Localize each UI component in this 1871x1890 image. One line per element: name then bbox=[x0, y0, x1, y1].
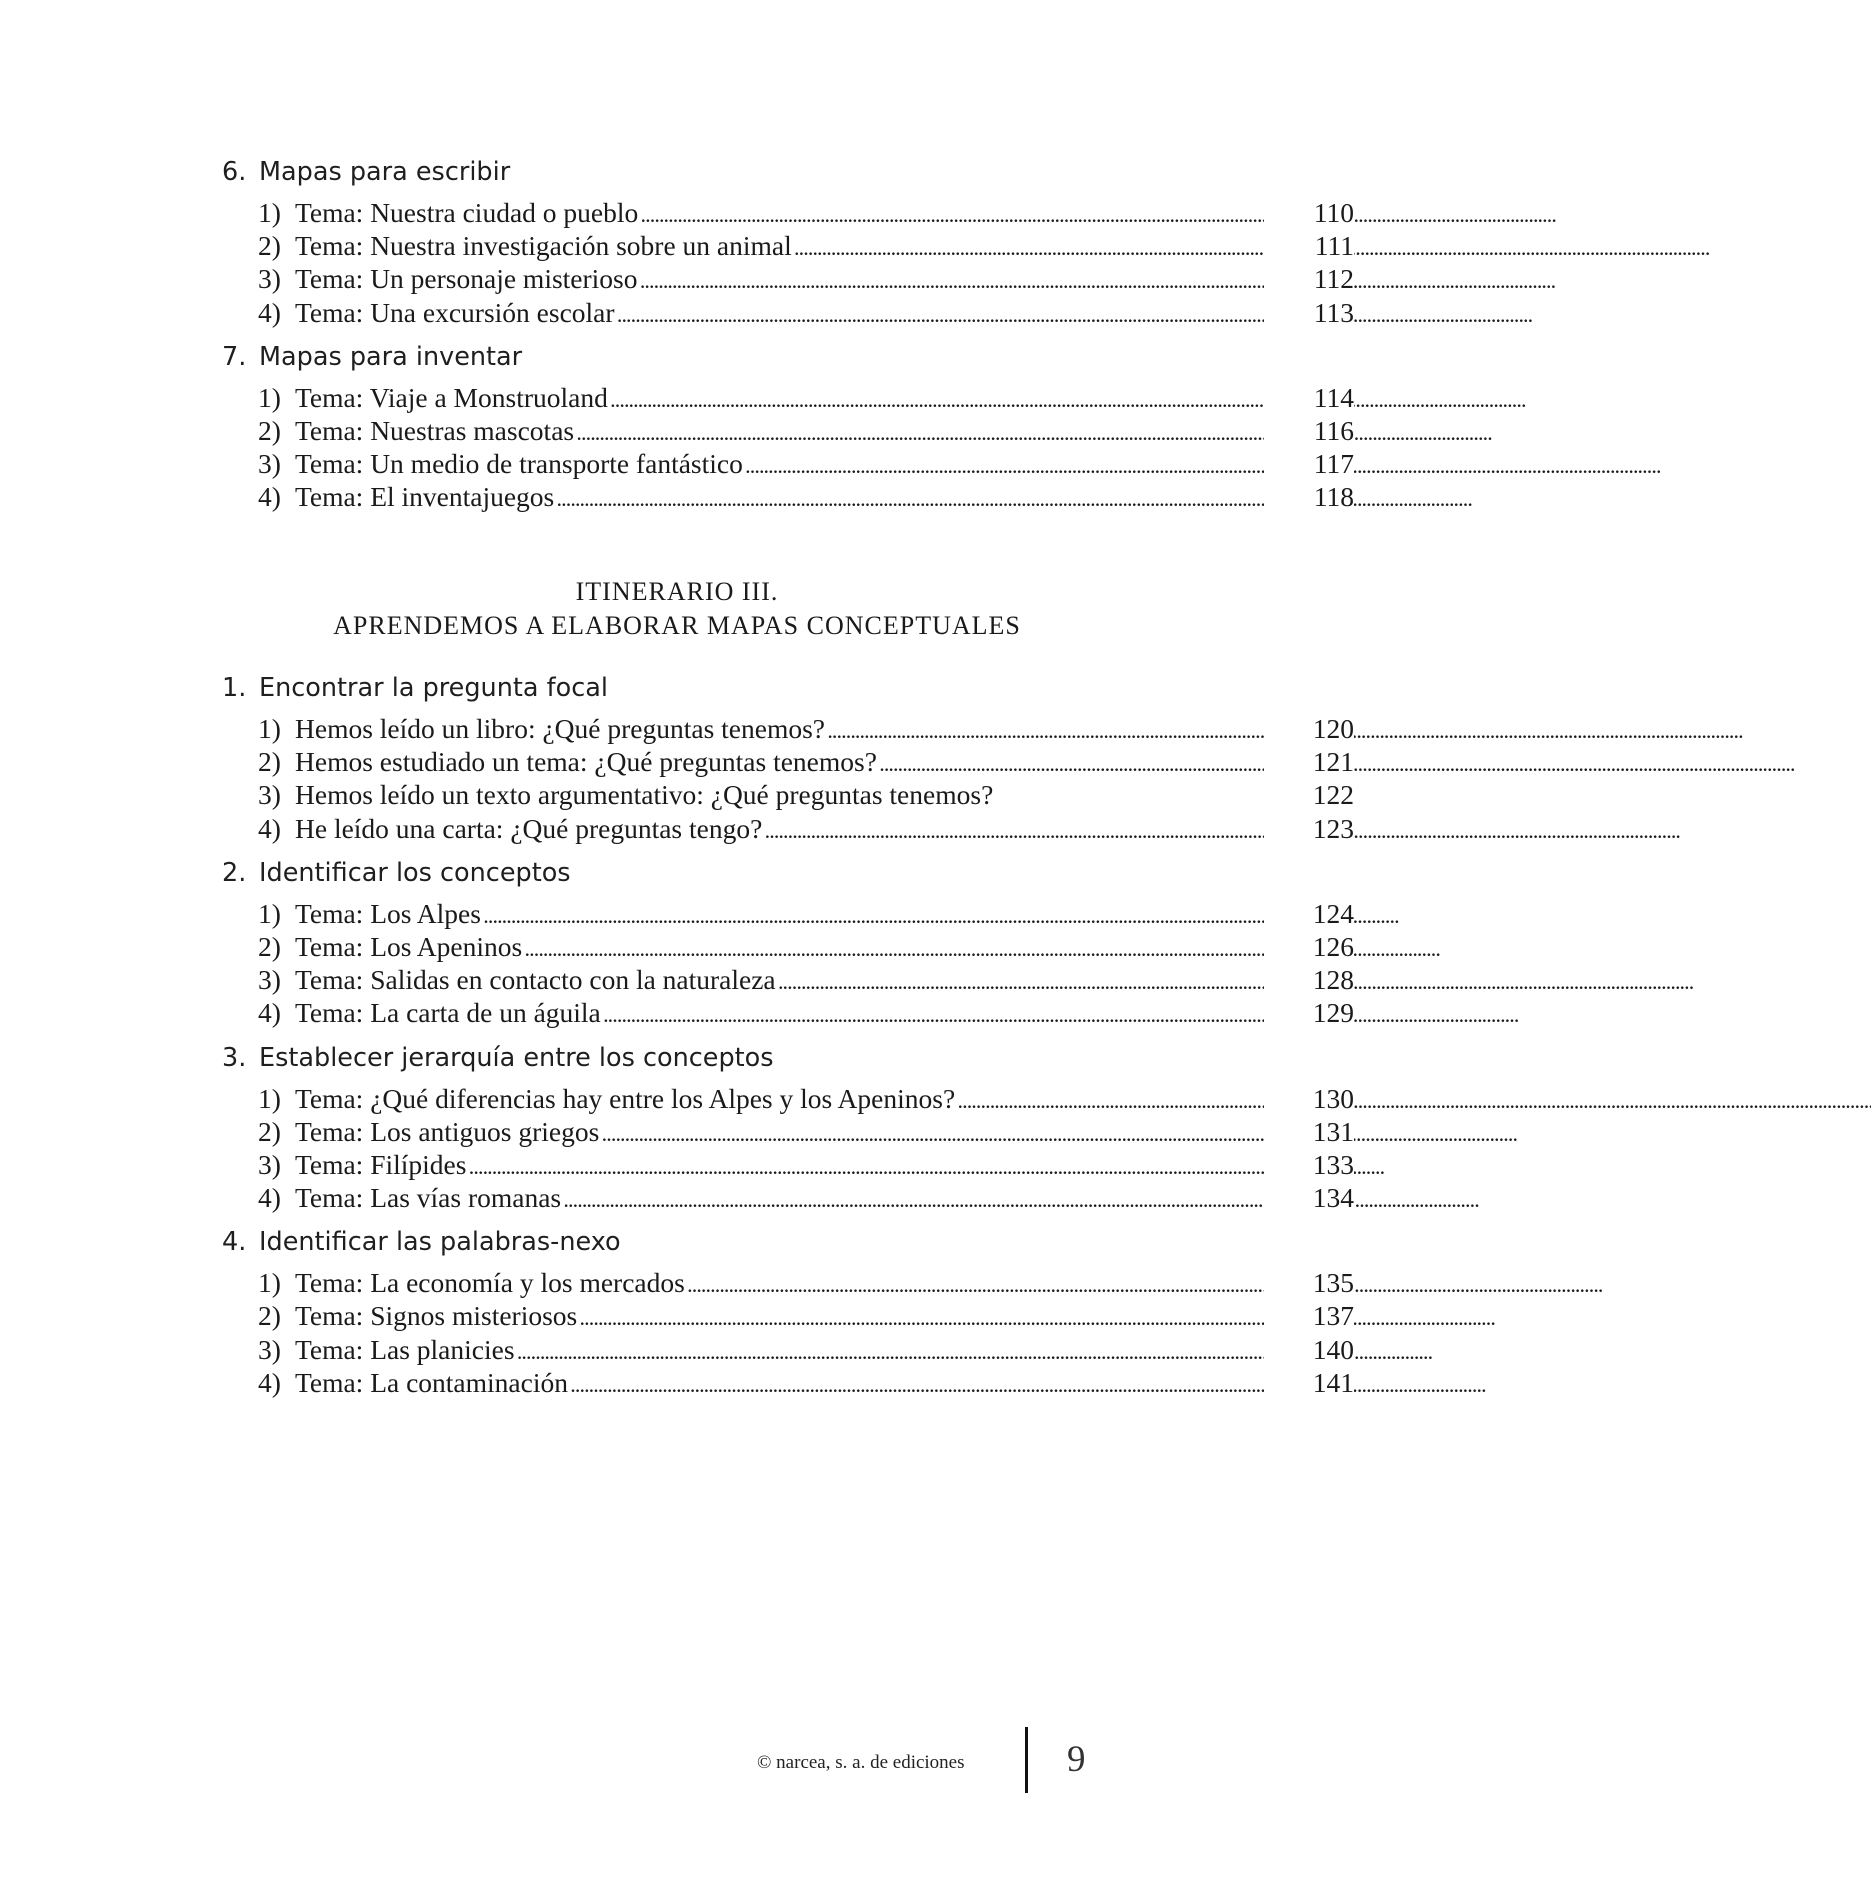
entry-page-number: 126 bbox=[1312, 930, 1354, 962]
entry-title: Tema: Las vías romanas . . . bbox=[295, 1181, 1265, 1216]
entry-index: 3) bbox=[258, 448, 281, 480]
entry-index: 1) bbox=[258, 1267, 281, 1299]
entry-title: Tema: Los Alpes . . . bbox=[295, 897, 1265, 932]
toc-entry[interactable] bbox=[222, 812, 1354, 845]
entry-index: 2) bbox=[258, 746, 281, 778]
toc-entry[interactable] bbox=[222, 196, 1354, 229]
entry-title: Tema: Un personaje misterioso . . . bbox=[295, 262, 1265, 297]
entry-title: Tema: Viaje a Monstruoland . . . bbox=[295, 381, 1265, 416]
section-title: Mapas para inventar bbox=[259, 341, 523, 372]
toc-entry[interactable] bbox=[222, 1181, 1354, 1214]
toc-entry[interactable] bbox=[222, 996, 1354, 1029]
entry-index: 3) bbox=[258, 263, 281, 295]
entry-index: 3) bbox=[258, 1148, 281, 1180]
entry-index: 2) bbox=[258, 930, 281, 962]
toc-entry[interactable] bbox=[222, 897, 1354, 930]
entry-page-number: 131 bbox=[1312, 1115, 1354, 1147]
entry-index: 4) bbox=[258, 481, 281, 513]
page-number: 9 bbox=[1067, 1739, 1086, 1780]
entry-index: 1) bbox=[258, 381, 281, 413]
entry-page-number: 124 bbox=[1312, 897, 1354, 929]
entry-title: Tema: Nuestras mascotas . . . bbox=[295, 414, 1265, 449]
entry-title: Tema: Signos misteriosos . . . bbox=[295, 1299, 1265, 1334]
section-title: Encontrar la pregunta focal bbox=[259, 673, 608, 703]
entry-page-number: 120 bbox=[1312, 713, 1354, 744]
entry-title: Tema: La contaminación . . . bbox=[295, 1366, 1265, 1401]
itinerary-subtitle: APRENDEMOS A ELABORAR MAPAS CONCEPTUALES bbox=[333, 611, 1021, 640]
toc-entry[interactable] bbox=[222, 712, 1354, 745]
entry-page-number: 135 bbox=[1312, 1267, 1354, 1299]
footer-divider bbox=[1025, 1727, 1028, 1793]
entry-title: Tema: ¿Qué diferencias hay entre los Alpes y los Apeninos? . . . bbox=[295, 1082, 1265, 1117]
entry-title: Tema: Las planicies . . . bbox=[295, 1333, 1265, 1368]
entry-index: 2) bbox=[258, 230, 281, 262]
entry-page-number: 133 bbox=[1312, 1148, 1354, 1180]
entry-index: 3) bbox=[258, 1333, 281, 1365]
toc-entry[interactable] bbox=[222, 778, 1354, 811]
entry-title: Tema: Salidas en contacto con la naturaleza . . . bbox=[295, 963, 1265, 998]
entry-page-number: 118 bbox=[1313, 481, 1354, 513]
entry-index: 1) bbox=[258, 1082, 281, 1114]
entry-page-number: 128 bbox=[1312, 964, 1354, 996]
entry-index: 4) bbox=[258, 296, 281, 328]
entry-title: Tema: Filípides . . . bbox=[295, 1148, 1265, 1183]
toc-entry[interactable] bbox=[222, 1148, 1354, 1181]
entry-title: Hemos estudiado un tema: ¿Qué preguntas tenemos? . . . bbox=[295, 745, 1265, 780]
entry-index: 3) bbox=[258, 779, 281, 811]
section-number: 1. bbox=[222, 673, 247, 703]
toc-entry[interactable] bbox=[222, 262, 1354, 295]
toc-entry[interactable] bbox=[222, 930, 1354, 963]
entry-index: 2) bbox=[258, 1300, 281, 1332]
toc-entry[interactable] bbox=[222, 1266, 1354, 1299]
entry-title: Tema: El inventajuegos . . . bbox=[295, 480, 1265, 515]
entry-page-number: 113 bbox=[1313, 296, 1354, 328]
section-heading bbox=[222, 152, 1132, 192]
entry-page-number: 110 bbox=[1313, 197, 1354, 228]
toc-entry[interactable] bbox=[222, 381, 1354, 414]
toc-entry[interactable] bbox=[222, 447, 1354, 480]
section-title: Identificar las palabras-nexo bbox=[259, 1227, 621, 1258]
entry-page-number: 114 bbox=[1313, 381, 1354, 413]
entry-page-number: 130 bbox=[1312, 1082, 1354, 1114]
section-heading bbox=[222, 337, 1132, 377]
entry-index: 4) bbox=[258, 1182, 281, 1214]
toc-entry[interactable] bbox=[222, 1299, 1354, 1332]
toc-block-top bbox=[222, 148, 1354, 518]
itinerary-heading bbox=[222, 575, 1132, 643]
entry-page-number: 111 bbox=[1314, 230, 1354, 262]
toc-entry[interactable] bbox=[222, 1333, 1354, 1366]
entry-title: Tema: Una excursión escolar . . . bbox=[295, 296, 1265, 331]
toc-entry[interactable] bbox=[222, 1115, 1354, 1148]
entry-title: He leído una carta: ¿Qué preguntas tengo? . . . bbox=[295, 812, 1265, 847]
section-heading bbox=[222, 668, 1132, 708]
entry-index: 1) bbox=[258, 197, 281, 228]
entry-page-number: 121 bbox=[1312, 746, 1354, 778]
section-title: Establecer jerarquía entre los conceptos bbox=[259, 1042, 774, 1073]
toc-entry[interactable] bbox=[222, 745, 1354, 778]
toc-entry[interactable] bbox=[222, 414, 1354, 447]
section-title: Identificar los conceptos bbox=[259, 857, 571, 888]
section-number: 7. bbox=[222, 341, 247, 372]
entry-title: Tema: Un medio de transporte fantástico . . . bbox=[295, 447, 1265, 482]
entry-page-number: 134 bbox=[1312, 1182, 1354, 1214]
toc-entry[interactable] bbox=[222, 229, 1354, 262]
toc-entry[interactable] bbox=[222, 296, 1354, 329]
entry-title: Hemos leído un libro: ¿Qué preguntas tenemos? . . . bbox=[295, 712, 1265, 747]
itinerary-title: ITINERARIO III. bbox=[575, 577, 779, 606]
entry-title: Tema: Los Apeninos . . . bbox=[295, 930, 1265, 965]
entry-title: Tema: Nuestra investigación sobre un animal . . . bbox=[295, 229, 1265, 264]
section-number: 6. bbox=[222, 157, 247, 187]
entry-page-number: 112 bbox=[1313, 263, 1354, 295]
entry-index: 2) bbox=[258, 414, 281, 446]
entry-index: 1) bbox=[258, 897, 281, 929]
entry-page-number: 140 bbox=[1312, 1333, 1354, 1365]
entry-page-number: 116 bbox=[1313, 414, 1354, 446]
entry-title: Hemos leído un texto argumentativo: ¿Qué preguntas tenemos? bbox=[295, 779, 994, 811]
entry-title: Tema: Los antiguos griegos . . . bbox=[295, 1115, 1265, 1150]
entry-page-number: 122 bbox=[1312, 779, 1354, 811]
section-title: Mapas para escribir bbox=[259, 157, 511, 187]
entry-page-number: 137 bbox=[1312, 1300, 1354, 1332]
entry-index: 1) bbox=[258, 713, 281, 744]
section-heading bbox=[222, 1038, 1132, 1078]
section-heading bbox=[222, 1222, 1132, 1262]
entry-page-number: 141 bbox=[1312, 1366, 1354, 1398]
entry-title: Tema: La economía y los mercados . . . bbox=[295, 1266, 1265, 1301]
toc-block-bottom bbox=[222, 664, 1354, 1403]
section-heading bbox=[222, 853, 1132, 893]
entry-page-number: 117 bbox=[1313, 448, 1354, 480]
entry-title: Tema: Nuestra ciudad o pueblo . . . bbox=[295, 196, 1265, 231]
publisher-credit: © narcea, s. a. de ediciones bbox=[757, 1752, 965, 1773]
toc-entry[interactable] bbox=[222, 1366, 1354, 1399]
entry-index: 2) bbox=[258, 1115, 281, 1147]
entry-page-number: 129 bbox=[1312, 997, 1354, 1029]
entry-index: 4) bbox=[258, 812, 281, 844]
section-number: 2. bbox=[222, 857, 247, 888]
toc-entry[interactable] bbox=[222, 480, 1354, 513]
entry-page-number: 123 bbox=[1312, 812, 1354, 844]
entry-index: 4) bbox=[258, 1366, 281, 1398]
toc-entry[interactable] bbox=[222, 1082, 1354, 1115]
entry-index: 4) bbox=[258, 997, 281, 1029]
entry-index: 3) bbox=[258, 964, 281, 996]
section-number: 3. bbox=[222, 1042, 247, 1073]
section-number: 4. bbox=[222, 1227, 247, 1258]
entry-title: Tema: La carta de un águila . . . bbox=[295, 996, 1265, 1031]
toc-entry[interactable] bbox=[222, 963, 1354, 996]
